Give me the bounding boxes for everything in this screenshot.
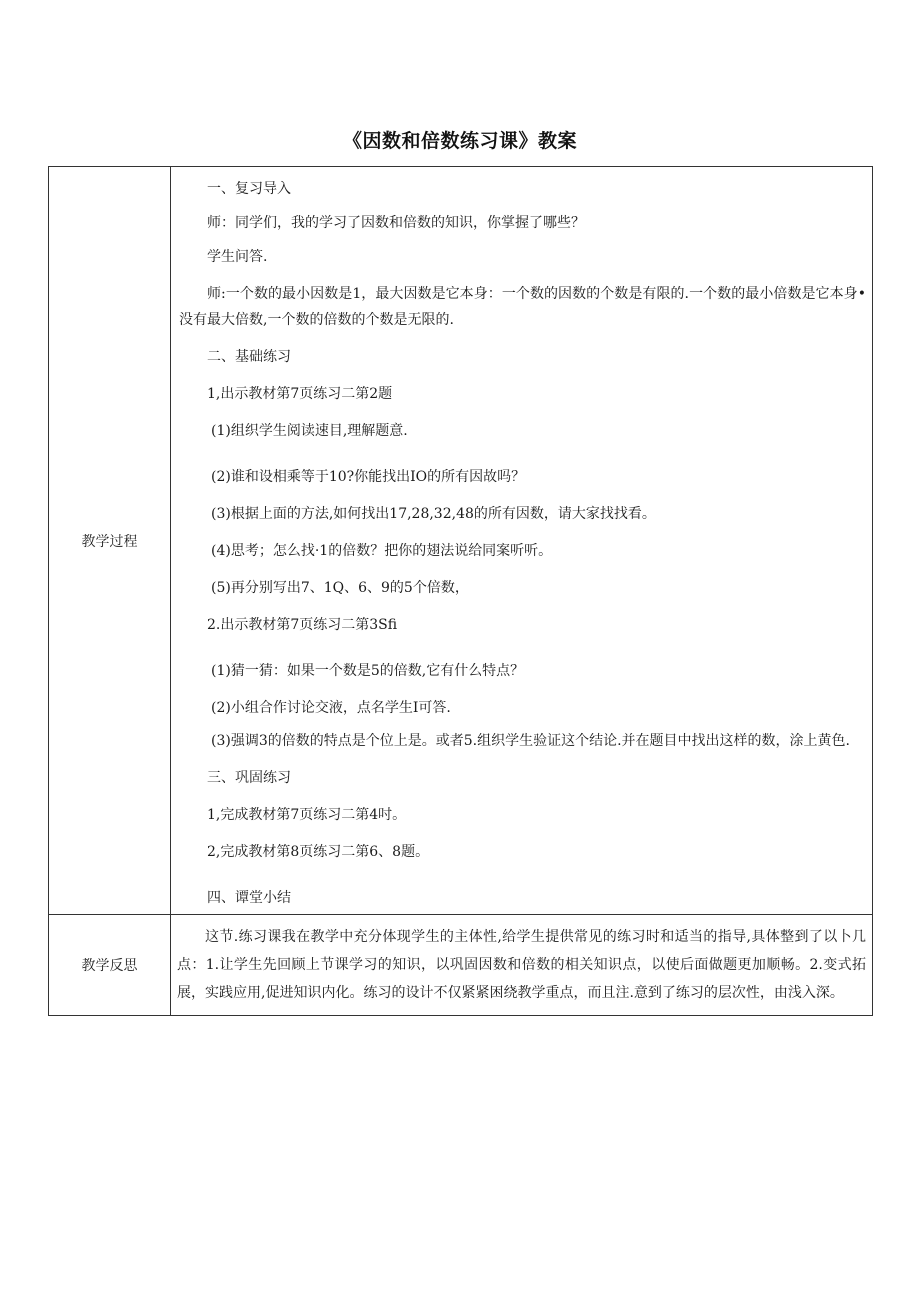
consolidation-item-1: 1,完成教材第7页练习二第4吋。: [207, 807, 407, 823]
practice-subitem-1-4: (4)思考；怎么找·1的倍数？把你的翅法说给同案听听。: [211, 543, 553, 559]
section-heading-consolidation: 三、巩固练习: [207, 770, 291, 786]
practice-item-1: 1,出示教材第7页练习二第2题: [207, 386, 393, 402]
document-title: 《因数和倍数练习课》教案: [342, 130, 577, 152]
student-answer-note: 学生问答.: [207, 249, 268, 265]
practice-subitem-1-2: (2)谁和设相乘等于10?你能找出IO的所有因故吗？: [211, 469, 526, 485]
teaching-process-content: [171, 167, 873, 915]
table-row-teaching-process: [49, 167, 873, 915]
practice-subitem-2-3: (3)强调3的倍数的特点是个位上是。或者5.组织学生验证这个结论.并在题目中找出这样的数，涂上黄色.: [211, 733, 850, 749]
practice-subitem-1-5: (5)再分别写出7、1Q、6、9的5个倍数，: [211, 580, 469, 596]
practice-subitem-1-3: (3)根据上面的方法,如何找出17,28,32,48的所有因数，请大家找找看。: [211, 506, 656, 522]
table-row-teaching-reflection: [49, 915, 873, 1016]
section-heading-summary: 四、谭堂小结: [207, 890, 291, 906]
practice-subitem-1-1: (1)组织学生阅读速目,理解题意.: [211, 423, 408, 439]
consolidation-item-2: 2,完成教材第8页练习二第6、8题。: [207, 844, 430, 860]
practice-item-2: 2.出示教材第7页练习二第3Sfi: [207, 617, 398, 633]
teacher-question: 师：同学们，我的学习了因数和倍数的知识，你掌握了哪些？: [207, 215, 585, 231]
row-label-teaching-reflection: 教学反思: [49, 915, 171, 1016]
section-heading-basic-practice: 二、基础练习: [207, 349, 291, 365]
teacher-summary-paragraph: 师:一个数的最小因数是1，最大因数是它本身：一个数的因数的个数是有限的.一个数的最小倍数是它本身•没有最大倍数,一个数的倍数的个数是无限的.: [179, 286, 866, 328]
section-heading-review: 一、复习导入: [207, 181, 291, 197]
practice-subitem-2-2: (2)小组合作讨论交液，点名学生I可答.: [211, 700, 451, 716]
row-label-teaching-process: 教学过程: [49, 167, 171, 915]
teaching-reflection-content: [171, 915, 873, 1016]
reflection-paragraph: 这节.练习课我在教学中充分体现学生的主体性,给学生提供常见的练习时和适当的指导,具体整到了以卜几点：1.让学生先回顾上节课学习的知识，以巩固因数和倍数的相关知识点，以使后面做题更加顺畅。2.变式拓展，实践应用,促进知识内化。练习的设计不仅紧紧困绕教学重点，而且注.意到了练习的层次性，由浅入深。: [177, 929, 866, 1001]
practice-subitem-2-1: (1)猜一猜：如果一个数是5的倍数,它有什么特点？: [211, 663, 525, 679]
lesson-plan-table: [48, 166, 873, 1016]
